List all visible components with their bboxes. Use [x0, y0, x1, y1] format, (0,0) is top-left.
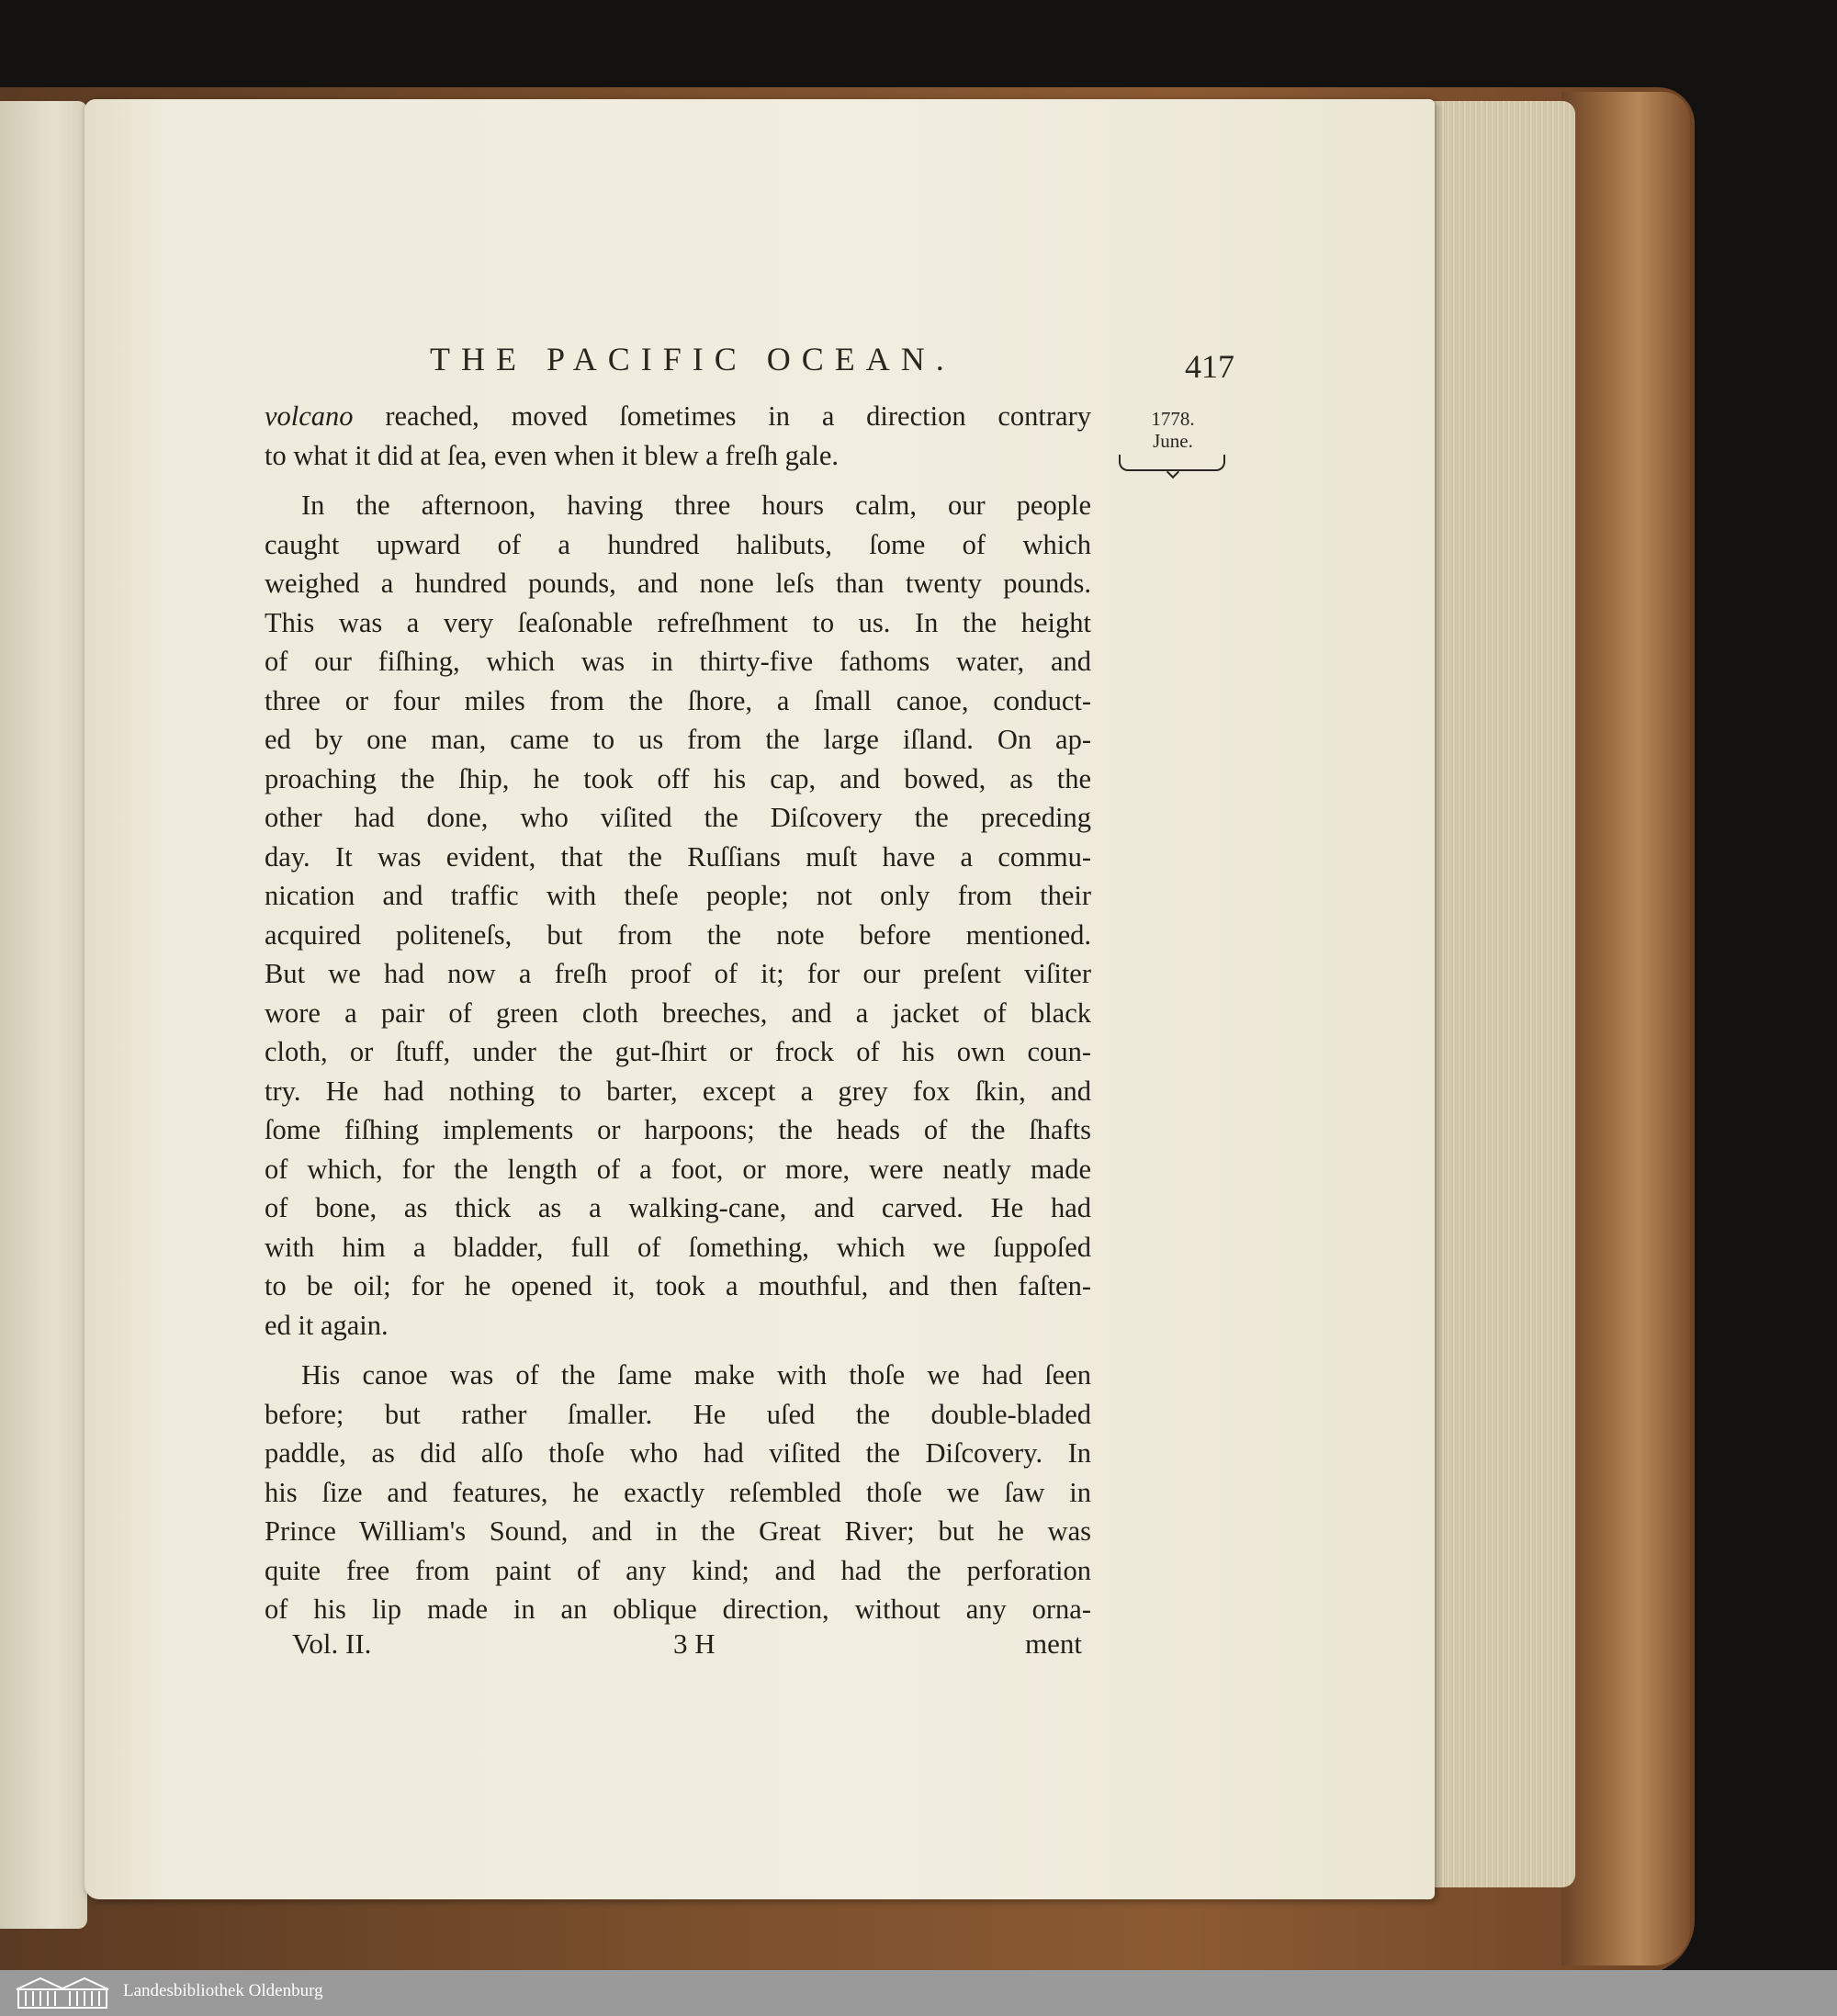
- signature-mark: 3 H: [673, 1627, 716, 1660]
- margin-brace: [1119, 455, 1225, 471]
- text-line: [265, 397, 1091, 436]
- text-line: This was a very ſeaſonable refreſhment to us. In the height: [265, 606, 1091, 638]
- body-text: [265, 397, 1091, 1629]
- text-line: wore a pair of green cloth breeches, and a jacket of black: [265, 997, 1091, 1029]
- book-cover-edge: [1561, 92, 1690, 1965]
- catchword: ment: [1025, 1627, 1082, 1660]
- margin-note-month: June.: [1153, 430, 1193, 452]
- text-line-rest: reached, moved ſometimes in a direction contrary: [353, 400, 1091, 432]
- text-line: In the afternoon, having three hours calm, our people: [301, 490, 1091, 521]
- margin-note-year: 1778.: [1151, 408, 1195, 430]
- page-number: 417: [1185, 348, 1234, 385]
- text-line: ed by one man, came to us from the large iſland. On ap-: [265, 724, 1091, 755]
- volume-label: Vol. II.: [292, 1627, 372, 1660]
- text-line: to what it did at ſea, even when it blew a freſh gale.: [265, 439, 840, 471]
- text-line: proaching the ſhip, he took off his cap, and bowed, as the: [265, 762, 1091, 794]
- text-line: of our fiſhing, which was in thirty-five fathoms water, and: [265, 646, 1091, 677]
- text-line: ed it again.: [265, 1309, 389, 1341]
- text-line: to be oil; for he opened it, took a mouthful, and then faſten-: [265, 1270, 1091, 1301]
- italic-word: volcano: [265, 400, 354, 432]
- page-block-edges: [1428, 101, 1575, 1887]
- library-name: Landesbibliothek Oldenburg: [123, 1981, 323, 2000]
- text-line: caught upward of a hundred halibuts, ſome of which: [265, 528, 1091, 560]
- text-line: his ſize and features, he exactly reſembled thoſe we ſaw in: [265, 1476, 1091, 1508]
- text-line: weighed a hundred pounds, and none leſs than twenty pounds.: [265, 568, 1091, 599]
- text-line: Prince William's Sound, and in the Great River; but he was: [265, 1515, 1091, 1547]
- facing-page-edge: [0, 101, 87, 1929]
- text-line: before; but rather ſmaller. He uſed the double-bladed: [265, 1398, 1091, 1430]
- text-line: of bone, as thick as a walking-cane, and carved. He had: [265, 1192, 1091, 1223]
- text-line: His canoe was of the ſame make with thoſe we had ſeen: [301, 1359, 1091, 1391]
- text-line: ſome fiſhing implements or harpoons; the heads of the ſhafts: [265, 1114, 1091, 1145]
- library-building-icon: [13, 1975, 112, 2011]
- text-line: three or four miles from the ſhore, a ſmall canoe, conduct-: [265, 684, 1091, 716]
- running-head: THE PACIFIC OCEAN.: [430, 341, 955, 377]
- text-line: nication and traffic with theſe people; not only from their: [265, 880, 1091, 911]
- text-line: with him a bladder, full of ſomething, which we ſuppoſed: [265, 1231, 1091, 1263]
- margin-note: [1122, 408, 1223, 452]
- text-line: of his lip made in an oblique direction, without any orna-: [265, 1594, 1091, 1625]
- text-line: cloth, or ſtuff, under the gut-ſhirt or frock of his own coun-: [265, 1036, 1091, 1067]
- text-line: day. It was evident, that the Ruſſians muſt have a commu-: [265, 840, 1091, 873]
- text-line: acquired politeneſs, but from the note before mentioned.: [265, 918, 1091, 951]
- text-line: other had done, who viſited the Diſcovery the preceding: [265, 802, 1091, 833]
- text-line: paddle, as did alſo thoſe who had viſited the Diſcovery. In: [265, 1437, 1091, 1469]
- text-line: But we had now a freſh proof of it; for our preſent viſiter: [265, 958, 1091, 989]
- text-line: of which, for the length of a foot, or more, were neatly made: [265, 1153, 1091, 1185]
- text-line: try. He had nothing to barter, except a grey fox ſkin, and: [265, 1075, 1091, 1107]
- text-line: quite free from paint of any kind; and had the perforation: [265, 1554, 1091, 1586]
